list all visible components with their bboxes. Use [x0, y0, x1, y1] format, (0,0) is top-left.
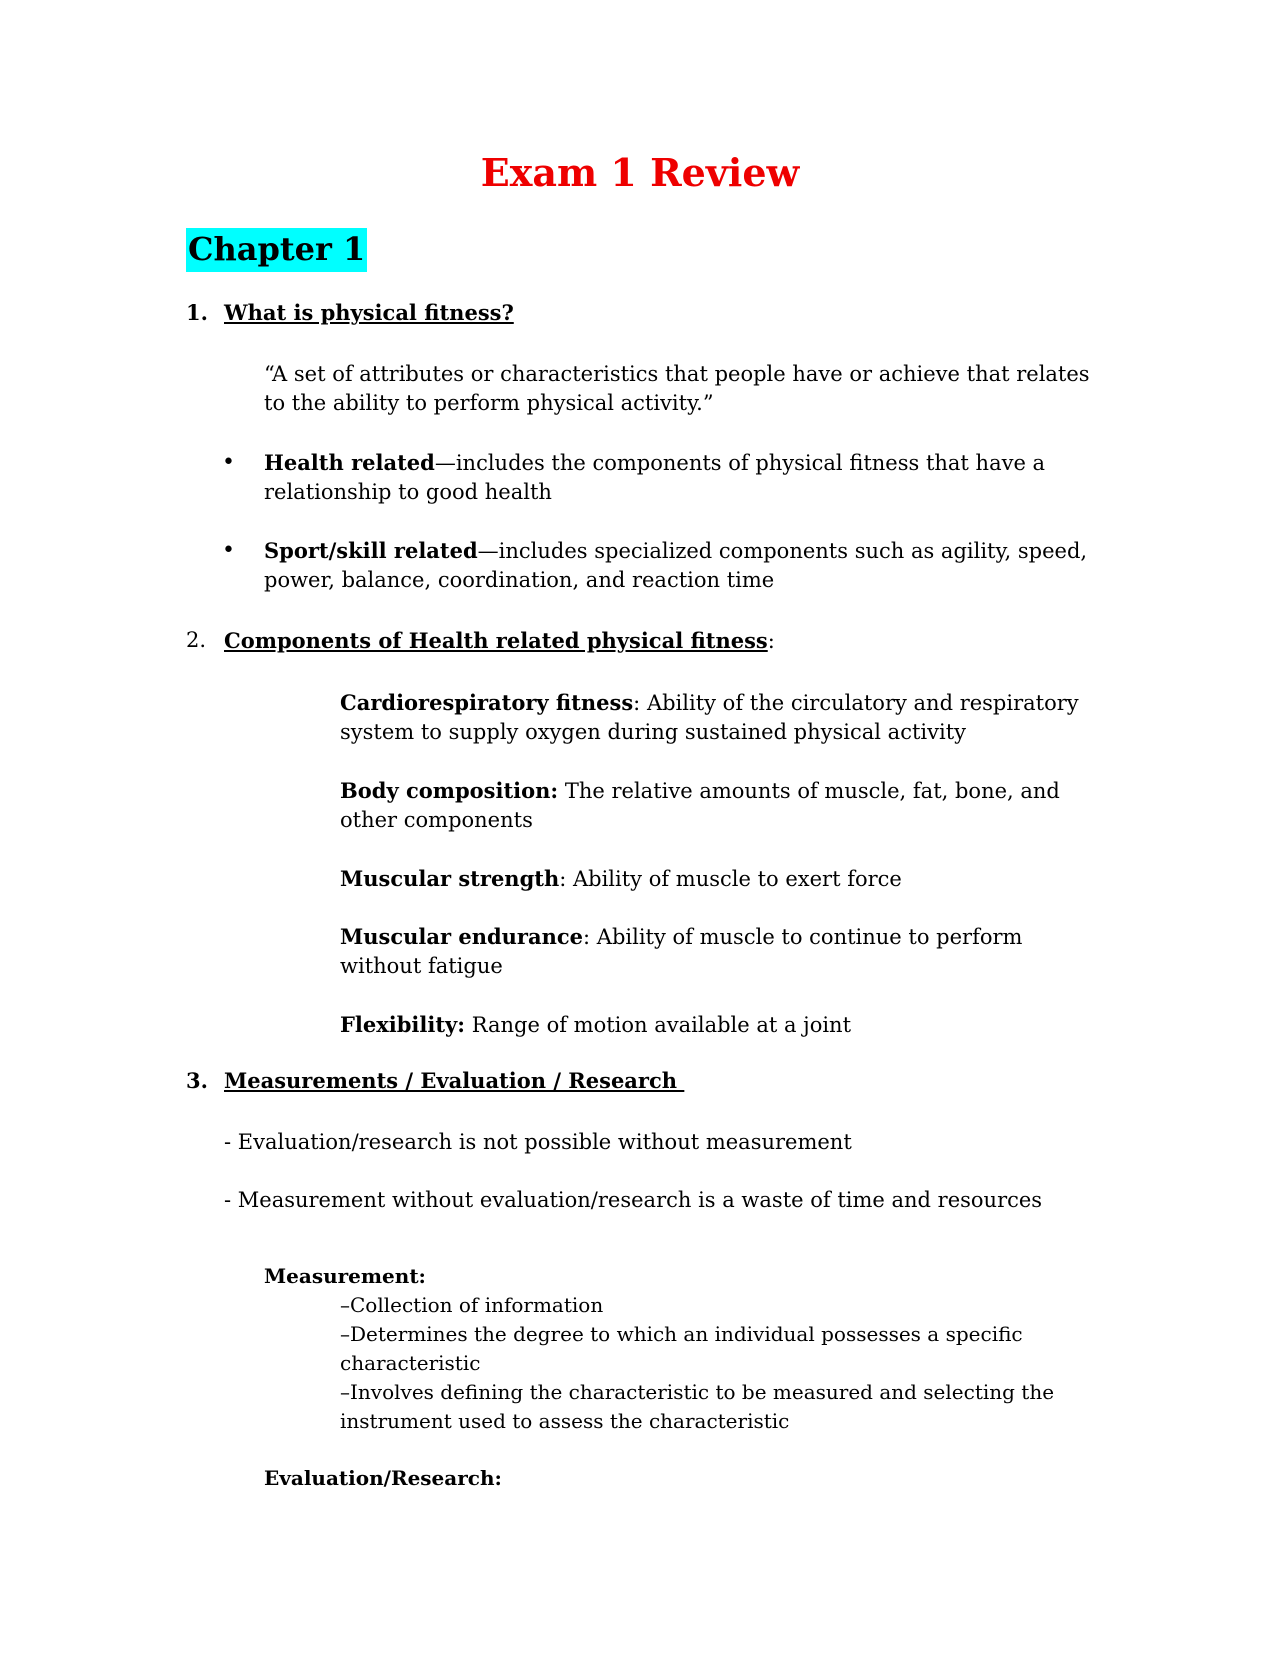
measurement-list	[340, 1291, 1054, 1436]
list-item	[264, 536, 1087, 595]
chapter-heading: Chapter 1	[186, 228, 367, 272]
component-text: other components	[340, 808, 533, 832]
section-number: 1.	[186, 300, 208, 325]
component-term: Cardiorespiratory fitness	[340, 690, 634, 715]
component-text: without fatigue	[340, 954, 503, 978]
measurement-line: –Involves defining the characteristic to be measured and selecting the	[340, 1380, 1055, 1404]
bullet-term: Sport/skill related	[264, 538, 478, 563]
evaluation-label: Evaluation/Research:	[264, 1466, 502, 1490]
section-number: 3.	[186, 1068, 208, 1093]
component-sep	[558, 779, 565, 803]
bullet-text: power, balance, coordination, and reaction time	[264, 568, 775, 592]
note-line: - Measurement without evaluation/research is a waste of time and resources	[224, 1188, 1043, 1212]
section-heading	[224, 300, 514, 325]
quote-line: to the ability to perform physical activity.”	[264, 391, 714, 415]
component-sep: :	[633, 691, 647, 715]
component-sep: :	[559, 867, 573, 891]
definition-quote	[264, 360, 1090, 418]
section-heading-text: What is physical fitness?	[224, 300, 514, 325]
section-heading-text: Components of Health related physical fitness	[224, 628, 768, 653]
component-sep	[465, 1013, 472, 1037]
component-text: Ability of the circulatory and respiratory	[646, 691, 1079, 715]
component-item	[340, 776, 1060, 835]
bullet-text: relationship to good health	[264, 480, 552, 504]
section-heading	[224, 1068, 684, 1093]
component-text: Range of motion available at a joint	[471, 1013, 852, 1037]
component-text: The relative amounts of muscle, fat, bone, and	[564, 779, 1060, 803]
bullet-icon: •	[222, 450, 235, 475]
component-term: Muscular endurance	[340, 924, 584, 949]
component-sep: :	[583, 925, 597, 949]
component-item	[340, 864, 902, 894]
component-term: Body composition:	[340, 778, 559, 803]
page-title: Exam 1 Review	[480, 150, 800, 195]
measurement-line: instrument used to assess the characteristic	[340, 1409, 790, 1433]
heading-suffix: :	[767, 629, 775, 653]
component-text: system to supply oxygen during sustained physical activity	[340, 720, 967, 744]
measurement-line: characteristic	[340, 1351, 481, 1375]
section-heading-text: Measurements / Evaluation / Research	[224, 1068, 685, 1093]
note-line: - Evaluation/research is not possible without measurement	[224, 1130, 852, 1154]
component-term: Muscular strength	[340, 866, 560, 891]
measurement-line: –Collection of information	[340, 1293, 604, 1317]
section-heading	[224, 628, 775, 653]
component-text: Ability of muscle to continue to perform	[596, 925, 1023, 949]
component-item	[340, 922, 1022, 981]
bullet-icon: •	[222, 538, 235, 563]
component-text: Ability of muscle to exert force	[572, 867, 902, 891]
measurement-line: –Determines the degree to which an individual possesses a specific	[340, 1322, 1023, 1346]
measurement-label: Measurement:	[264, 1264, 426, 1288]
quote-line: “A set of attributes or characteristics that people have or achieve that relates	[264, 362, 1090, 386]
component-item	[340, 688, 1079, 747]
list-item	[264, 448, 1045, 507]
bullet-text: —includes the components of physical fitness that have a	[434, 451, 1046, 475]
bullet-text: —includes specialized components such as agility, speed,	[477, 539, 1088, 563]
section-number: 2.	[186, 628, 207, 652]
bullet-term: Health related	[264, 450, 435, 475]
component-item	[340, 1010, 851, 1040]
component-term: Flexibility:	[340, 1012, 466, 1037]
